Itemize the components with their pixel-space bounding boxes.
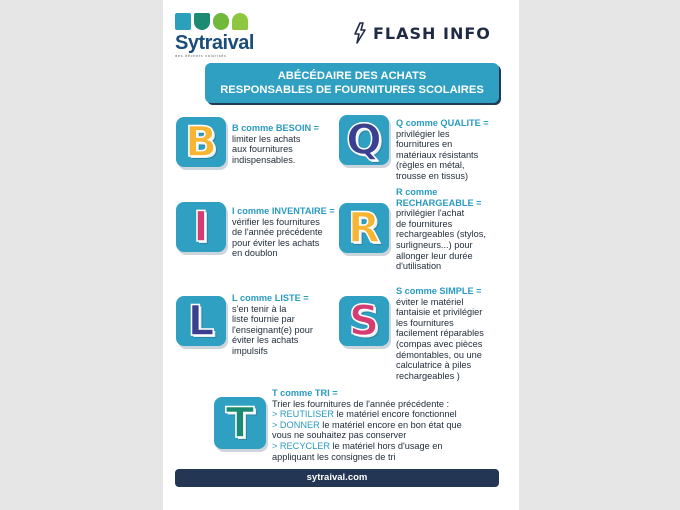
letter-card-i <box>176 202 226 252</box>
entry-text: s'en tenir à la liste fournie par l'enseignant(e) pour éviter les achats impulsifs <box>232 303 313 356</box>
logo-tagline: des déchets valorisés <box>175 54 227 58</box>
tri-intro: Trier les fournitures de l'année précédente : <box>272 398 450 409</box>
letter-card-r <box>339 203 389 253</box>
letter-i: I <box>193 202 209 251</box>
flash-info-text: FLASH INFO <box>373 23 491 43</box>
tri-text: le matériel encore fonctionnel <box>334 409 457 420</box>
tri-text: le matériel hors d'usage en <box>329 440 443 451</box>
entry-q <box>396 118 506 182</box>
letter-card-l <box>176 296 226 346</box>
letter-card-s <box>339 296 389 346</box>
letter-s: S <box>348 296 380 345</box>
entry-t <box>272 388 472 462</box>
sytraival-logo <box>175 13 267 58</box>
tri-item <box>272 420 472 431</box>
entry-s <box>396 286 514 381</box>
footer-url-bar[interactable] <box>175 469 499 487</box>
logo-square <box>213 13 229 30</box>
tri-item <box>272 430 472 441</box>
entry-text: privilégier les fournitures en matériaux résistants (règles en métal, trousse en tissus) <box>396 128 479 181</box>
tri-text: appliquant les consignes de tri <box>272 451 396 462</box>
entry-text: limiter les achats aux fournitures indispensables. <box>232 133 301 165</box>
logo-squares <box>175 13 267 31</box>
letter-card-t <box>214 397 266 449</box>
entry-l <box>232 293 332 357</box>
letter-r: R <box>347 203 381 252</box>
footer-url[interactable]: sytraival.com <box>306 472 368 483</box>
title-line-1: ABÉCÉDAIRE DES ACHATS <box>277 70 427 82</box>
entry-heading: T comme TRI = <box>272 388 338 398</box>
entry-i <box>232 206 337 259</box>
entry-heading: Q comme QUALITE = <box>396 118 489 128</box>
lightning-icon <box>353 22 367 44</box>
entry-b <box>232 123 332 165</box>
entry-text: privilégier l'achat de fournitures rechargeables (stylos, surligneurs...) pour allonger leur durée d'utilisation <box>396 208 486 272</box>
tri-key: > DONNER <box>272 419 320 430</box>
letter-t: T <box>225 398 255 447</box>
entry-heading: L comme LISTE = <box>232 293 309 303</box>
letter-l: L <box>187 296 215 345</box>
letter-card-q <box>339 115 389 165</box>
tri-item <box>272 441 472 452</box>
page-title <box>205 63 499 103</box>
entry-heading: I comme INVENTAIRE = <box>232 206 335 216</box>
entry-text: vérifier les fournitures de l'année précédente pour éviter les achats en doublon <box>232 216 323 259</box>
tri-key: > REUTILISER <box>272 409 335 420</box>
flash-info-header <box>353 22 491 44</box>
logo-square <box>175 13 191 30</box>
tri-text: vous ne souhaitez pas conserver <box>272 430 407 441</box>
tri-text: le matériel encore en bon état que <box>319 419 462 430</box>
letter-b: B <box>184 117 217 166</box>
logo-square <box>232 13 248 30</box>
entry-heading: S comme SIMPLE = <box>396 286 482 296</box>
entry-text: éviter le matériel fantaisie et privilégier les fournitures facilement réparables (compas avec pièces démontables, ou une calculatrice à piles rechargeables ) <box>396 296 484 381</box>
tri-item <box>272 409 472 420</box>
flyer-page <box>163 0 519 510</box>
logo-square <box>194 13 210 30</box>
entry-heading: R comme RECHARGEABLE = <box>396 187 482 208</box>
entry-heading: B comme BESOIN = <box>232 123 320 133</box>
tri-item <box>272 452 472 463</box>
letter-card-b <box>176 117 226 167</box>
tri-key: > RECYCLER <box>272 440 330 451</box>
entry-r <box>396 187 511 272</box>
letter-q: Q <box>346 115 382 164</box>
title-line-2: RESPONSABLES DE FOURNITURES SCOLAIRES <box>220 84 484 96</box>
logo-name: Sytraival <box>175 32 254 54</box>
